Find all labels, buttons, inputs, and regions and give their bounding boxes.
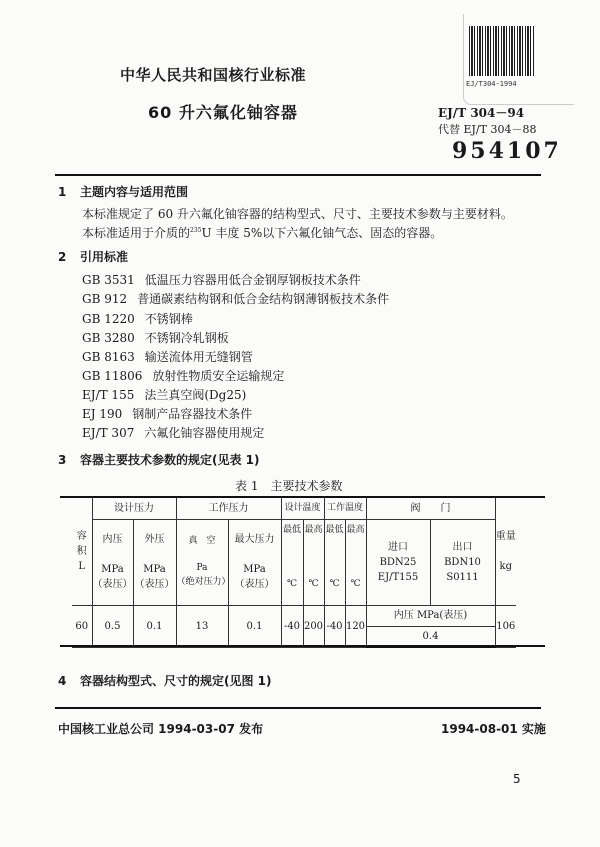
cell-work-high: 120: [345, 605, 366, 647]
issued-date: 中国核工业总公司 1994-03-07 发布: [58, 722, 264, 736]
reference-item: EJ 190 钢制产品容器技术条件: [82, 407, 253, 421]
work-temp-high-header: 最高 ℃: [345, 519, 366, 605]
cell-design-inner: 0.5: [92, 605, 133, 647]
table-top-rule: [60, 496, 545, 498]
design-temp-high-header: 最高 ℃: [303, 519, 324, 605]
cell-work-low: -40: [324, 605, 345, 647]
cell-design-outer: 0.1: [133, 605, 176, 647]
reference-item: GB 11806 放射性物质安全运输规定: [82, 369, 285, 383]
cell-valve-label: 内压 MPa(表压): [366, 605, 495, 626]
document-code: 954107: [452, 138, 562, 164]
design-temp-header: 设计温度: [281, 497, 324, 519]
cell-vacuum: 13: [176, 605, 228, 647]
reference-item: GB 3531 低温压力容器用低合金钢厚钢板技术条件: [82, 273, 361, 287]
standard-number: EJ/T 304－94: [438, 106, 525, 120]
cell-max-pressure: 0.1: [228, 605, 281, 647]
work-temp-header: 工作温度: [324, 497, 366, 519]
reference-item: GB 912 普通碳素结构钢和低合金结构钢薄钢板技术条件: [82, 292, 390, 306]
section-1-heading: 1 主题内容与适用范围: [58, 185, 189, 199]
table-caption: 表 1 主要技术参数: [235, 479, 343, 493]
work-pressure-header: 工作压力: [176, 497, 281, 519]
barcode-icon: [469, 26, 534, 76]
header-divider: [55, 174, 541, 176]
reference-item: GB 1220 不锈钢棒: [82, 312, 193, 326]
vacuum-header: 真 空 Pa （绝对压力）: [176, 519, 228, 605]
table-bottom-rule: [60, 645, 545, 647]
outer-pressure-header: 外压 MPa （表压）: [133, 519, 176, 605]
volume-header: 容 积 L: [72, 497, 92, 605]
inner-pressure-header: 内压 MPa （表压）: [92, 519, 133, 605]
reference-item: GB 3280 不锈钢冷轧钢板: [82, 331, 229, 345]
cell-weight: 106: [495, 605, 516, 647]
reference-item: EJ/T 155 法兰真空阀(Dg25): [82, 388, 247, 402]
footer-divider: [55, 707, 541, 709]
valve-header: 阀 门: [366, 497, 495, 519]
cell-design-low: -40: [281, 605, 303, 647]
issuing-body-heading: 中华人民共和国核行业标准: [120, 66, 307, 84]
cell-design-high: 200: [303, 605, 324, 647]
max-pressure-header: 最大压力 MPa （表压）: [228, 519, 281, 605]
barcode-label: EJ/T304-1994: [466, 80, 517, 88]
section-4-heading: 4 容器结构型式、尺寸的规定(见图 1): [58, 674, 272, 688]
weight-header: 重量 kg: [495, 497, 516, 605]
section-3-heading: 3 容器主要技术参数的规定(见表 1): [58, 453, 260, 467]
section-1-paragraph-2: 本标准适用于介质的$^{235}$U 丰度 5%以下六氟化铀气态、固态的容器。: [82, 226, 443, 240]
cell-valve-value: 0.4: [366, 626, 495, 647]
effective-date: 1994-08-01 实施: [441, 722, 546, 736]
work-temp-low-header: 最低 ℃: [324, 519, 345, 605]
barcode-box: [463, 14, 574, 105]
design-pressure-header: 设计压力: [92, 497, 176, 519]
page-number: 5: [513, 772, 521, 786]
outlet-valve-header: 出口 BDN10 S0111: [430, 519, 495, 605]
inlet-valve-header: 进口 BDN25 EJ/T155: [366, 519, 430, 605]
cell-volume: 60: [72, 605, 92, 647]
replaces-standard: 代替 EJ/T 304－88: [438, 123, 537, 136]
section-2-heading: 2 引用标准: [58, 250, 129, 264]
document-title: 60 升六氟化铀容器: [148, 103, 298, 122]
reference-item: EJ/T 307 六氟化铀容器使用规定: [82, 426, 265, 440]
design-temp-low-header: 最低 ℃: [281, 519, 303, 605]
technical-parameters-table: [72, 496, 516, 648]
reference-item: GB 8163 输送流体用无缝钢管: [82, 350, 253, 364]
section-1-paragraph-1: 本标准规定了 60 升六氟化铀容器的结构型式、尺寸、主要技术参数与主要材料。: [82, 207, 513, 221]
